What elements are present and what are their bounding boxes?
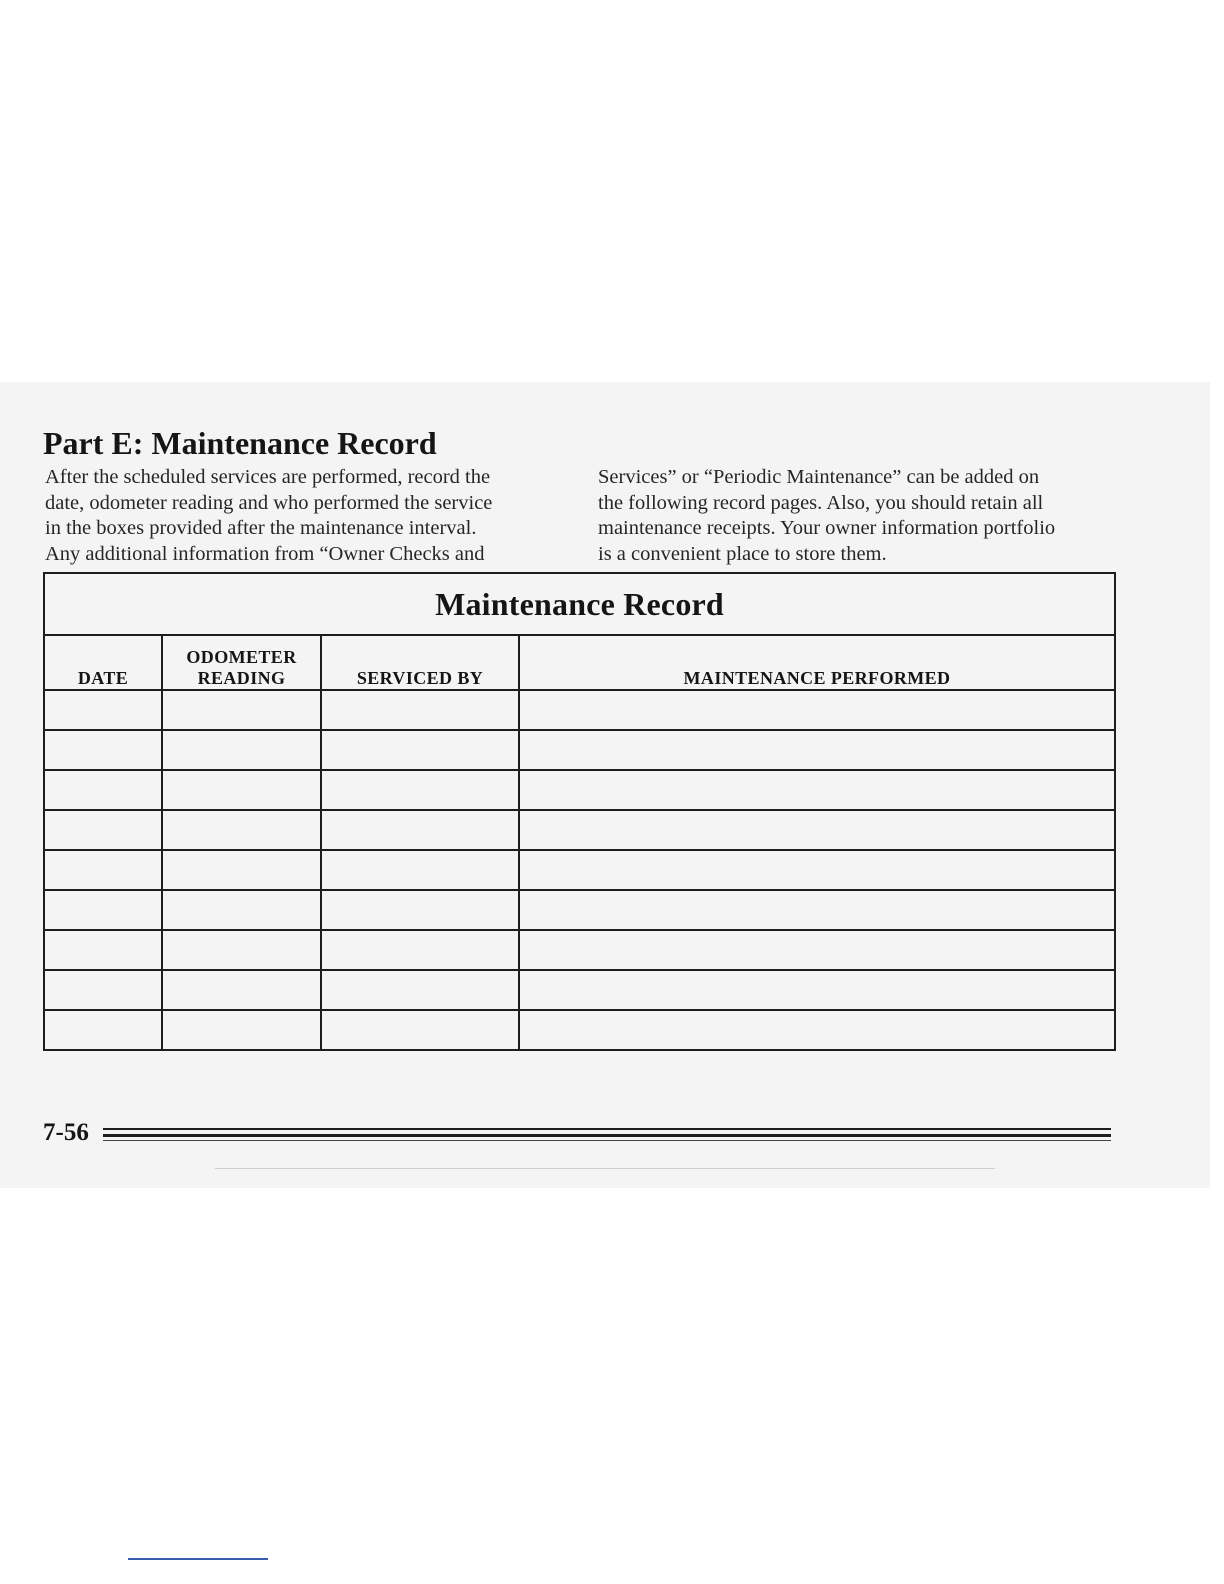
serviced-by-cell[interactable] bbox=[321, 770, 519, 810]
intro-line: Services” or “Periodic Maintenance” can be added on bbox=[598, 466, 1040, 488]
footer-rule bbox=[103, 1128, 1111, 1130]
serviced-by-cell[interactable] bbox=[321, 890, 519, 930]
odometer-cell[interactable] bbox=[162, 810, 321, 850]
footer-rule bbox=[103, 1140, 1111, 1141]
maintenance-performed-cell[interactable] bbox=[519, 930, 1115, 970]
intro-line: date, odometer reading and who performed the service bbox=[45, 491, 493, 514]
maintenance-performed-cell[interactable] bbox=[519, 810, 1115, 850]
maintenance-performed-cell[interactable] bbox=[519, 1010, 1115, 1050]
table-row bbox=[44, 1010, 1115, 1050]
serviced-by-cell[interactable] bbox=[321, 970, 519, 1010]
odometer-cell[interactable] bbox=[162, 890, 321, 930]
table-row bbox=[44, 730, 1115, 770]
divider bbox=[128, 1558, 268, 1560]
table-row bbox=[44, 770, 1115, 810]
table-row bbox=[44, 850, 1115, 890]
intro-text-left bbox=[45, 465, 555, 567]
column-header-date: DATE bbox=[44, 635, 162, 690]
date-cell[interactable] bbox=[44, 810, 162, 850]
date-cell[interactable] bbox=[44, 970, 162, 1010]
page-number: 7-56 bbox=[43, 1119, 89, 1146]
intro-line: the following record pages. Also, you should retain all bbox=[598, 491, 1044, 514]
column-header-line: ODOMETER bbox=[186, 647, 297, 667]
maintenance-performed-cell[interactable] bbox=[519, 970, 1115, 1010]
maintenance-performed-cell[interactable] bbox=[519, 770, 1115, 810]
page-title: Part E: Maintenance Record bbox=[43, 425, 437, 461]
date-cell[interactable] bbox=[44, 850, 162, 890]
column-header-serviced-by: SERVICED BY bbox=[321, 635, 519, 690]
intro-line: After the scheduled services are performed, record the bbox=[45, 466, 491, 488]
odometer-cell[interactable] bbox=[162, 1010, 321, 1050]
serviced-by-cell[interactable] bbox=[321, 1010, 519, 1050]
intro-text-right bbox=[598, 465, 1118, 567]
maintenance-performed-cell[interactable] bbox=[519, 690, 1115, 730]
date-cell[interactable] bbox=[44, 1010, 162, 1050]
date-cell[interactable] bbox=[44, 930, 162, 970]
table-row bbox=[44, 930, 1115, 970]
intro-line: maintenance receipts. Your owner information portfolio bbox=[598, 517, 1056, 540]
odometer-cell[interactable] bbox=[162, 730, 321, 770]
footer-rule bbox=[103, 1134, 1111, 1137]
odometer-cell[interactable] bbox=[162, 930, 321, 970]
date-cell[interactable] bbox=[44, 730, 162, 770]
table-row bbox=[44, 970, 1115, 1010]
serviced-by-cell[interactable] bbox=[321, 850, 519, 890]
maintenance-performed-cell[interactable] bbox=[519, 730, 1115, 770]
maintenance-performed-cell[interactable] bbox=[519, 850, 1115, 890]
date-cell[interactable] bbox=[44, 690, 162, 730]
odometer-cell[interactable] bbox=[162, 770, 321, 810]
serviced-by-cell[interactable] bbox=[321, 690, 519, 730]
column-header-odometer-reading bbox=[162, 635, 321, 690]
serviced-by-cell[interactable] bbox=[321, 730, 519, 770]
table-caption: Maintenance Record bbox=[44, 573, 1115, 635]
table-row bbox=[44, 810, 1115, 850]
serviced-by-cell[interactable] bbox=[321, 930, 519, 970]
table-row bbox=[44, 690, 1115, 730]
column-header-line: READING bbox=[197, 668, 286, 688]
intro-line: is a convenient place to store them. bbox=[598, 542, 887, 565]
odometer-cell[interactable] bbox=[162, 690, 321, 730]
odometer-cell[interactable] bbox=[162, 970, 321, 1010]
divider bbox=[215, 1168, 995, 1169]
odometer-cell[interactable] bbox=[162, 850, 321, 890]
maintenance-performed-cell[interactable] bbox=[519, 890, 1115, 930]
table-row bbox=[44, 890, 1115, 930]
intro-line: Any additional information from “Owner Checks and bbox=[45, 542, 485, 565]
date-cell[interactable] bbox=[44, 770, 162, 810]
date-cell[interactable] bbox=[44, 890, 162, 930]
intro-line: in the boxes provided after the maintenance interval. bbox=[45, 517, 477, 540]
maintenance-record-table bbox=[43, 572, 1116, 1051]
column-header-maintenance-performed: MAINTENANCE PERFORMED bbox=[519, 635, 1115, 690]
serviced-by-cell[interactable] bbox=[321, 810, 519, 850]
